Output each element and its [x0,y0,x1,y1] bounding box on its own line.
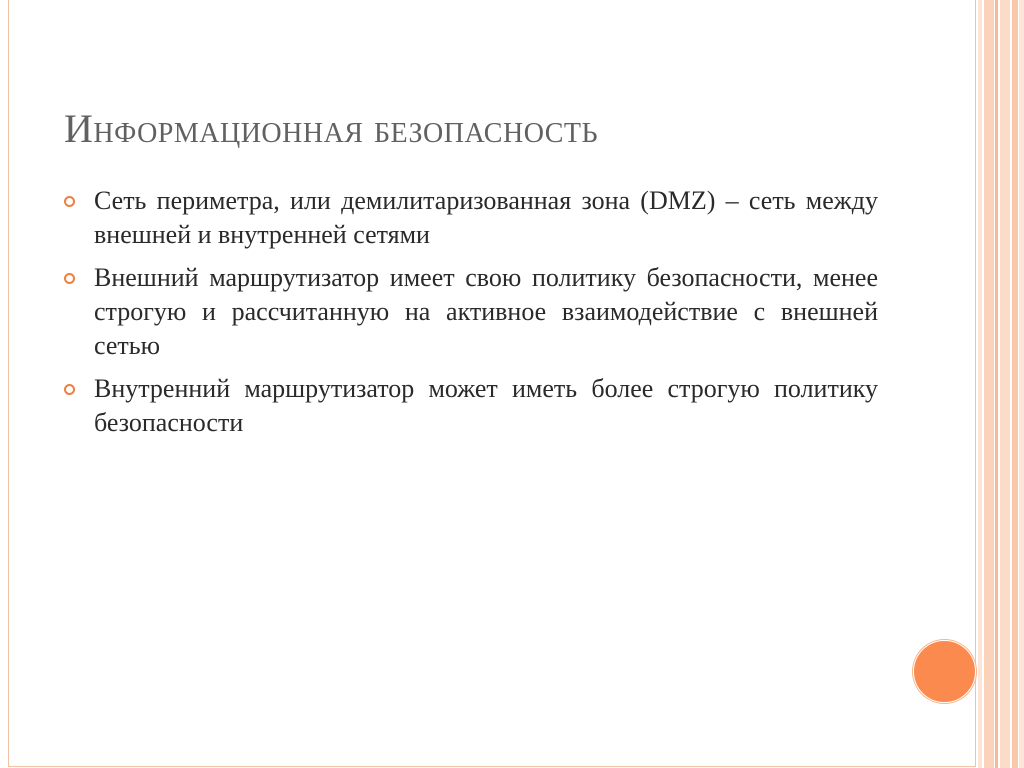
bullet-text: Внутренний маршрутизатор может иметь более строгую политику безопасности [94,374,878,437]
stripe [984,0,994,768]
decorative-orange-circle [913,640,976,703]
stripe [1019,0,1024,768]
bullet-text: Внешний маршрутизатор имеет свою политику безопасности, менее строгую и рассчитанную на активное взаимодействие с внешней сетью [94,263,878,360]
slide-title: Информационная безопасность [64,106,599,151]
bullet-circle-icon [64,273,75,284]
bullet-item [64,184,878,252]
bullet-item [64,261,878,363]
bullet-list [64,184,878,449]
decorative-stripes [978,0,1024,768]
stripe [1000,0,1010,768]
stripe [995,0,998,768]
bullet-item [64,372,878,440]
bullet-circle-icon [64,384,75,395]
stripe [978,0,982,768]
bullet-circle-icon [64,196,75,207]
stripe [1012,0,1018,768]
bullet-text: Сеть периметра, или демилитаризованная зона (DMZ) – сеть между внешней и внутренней сетями [94,186,878,249]
